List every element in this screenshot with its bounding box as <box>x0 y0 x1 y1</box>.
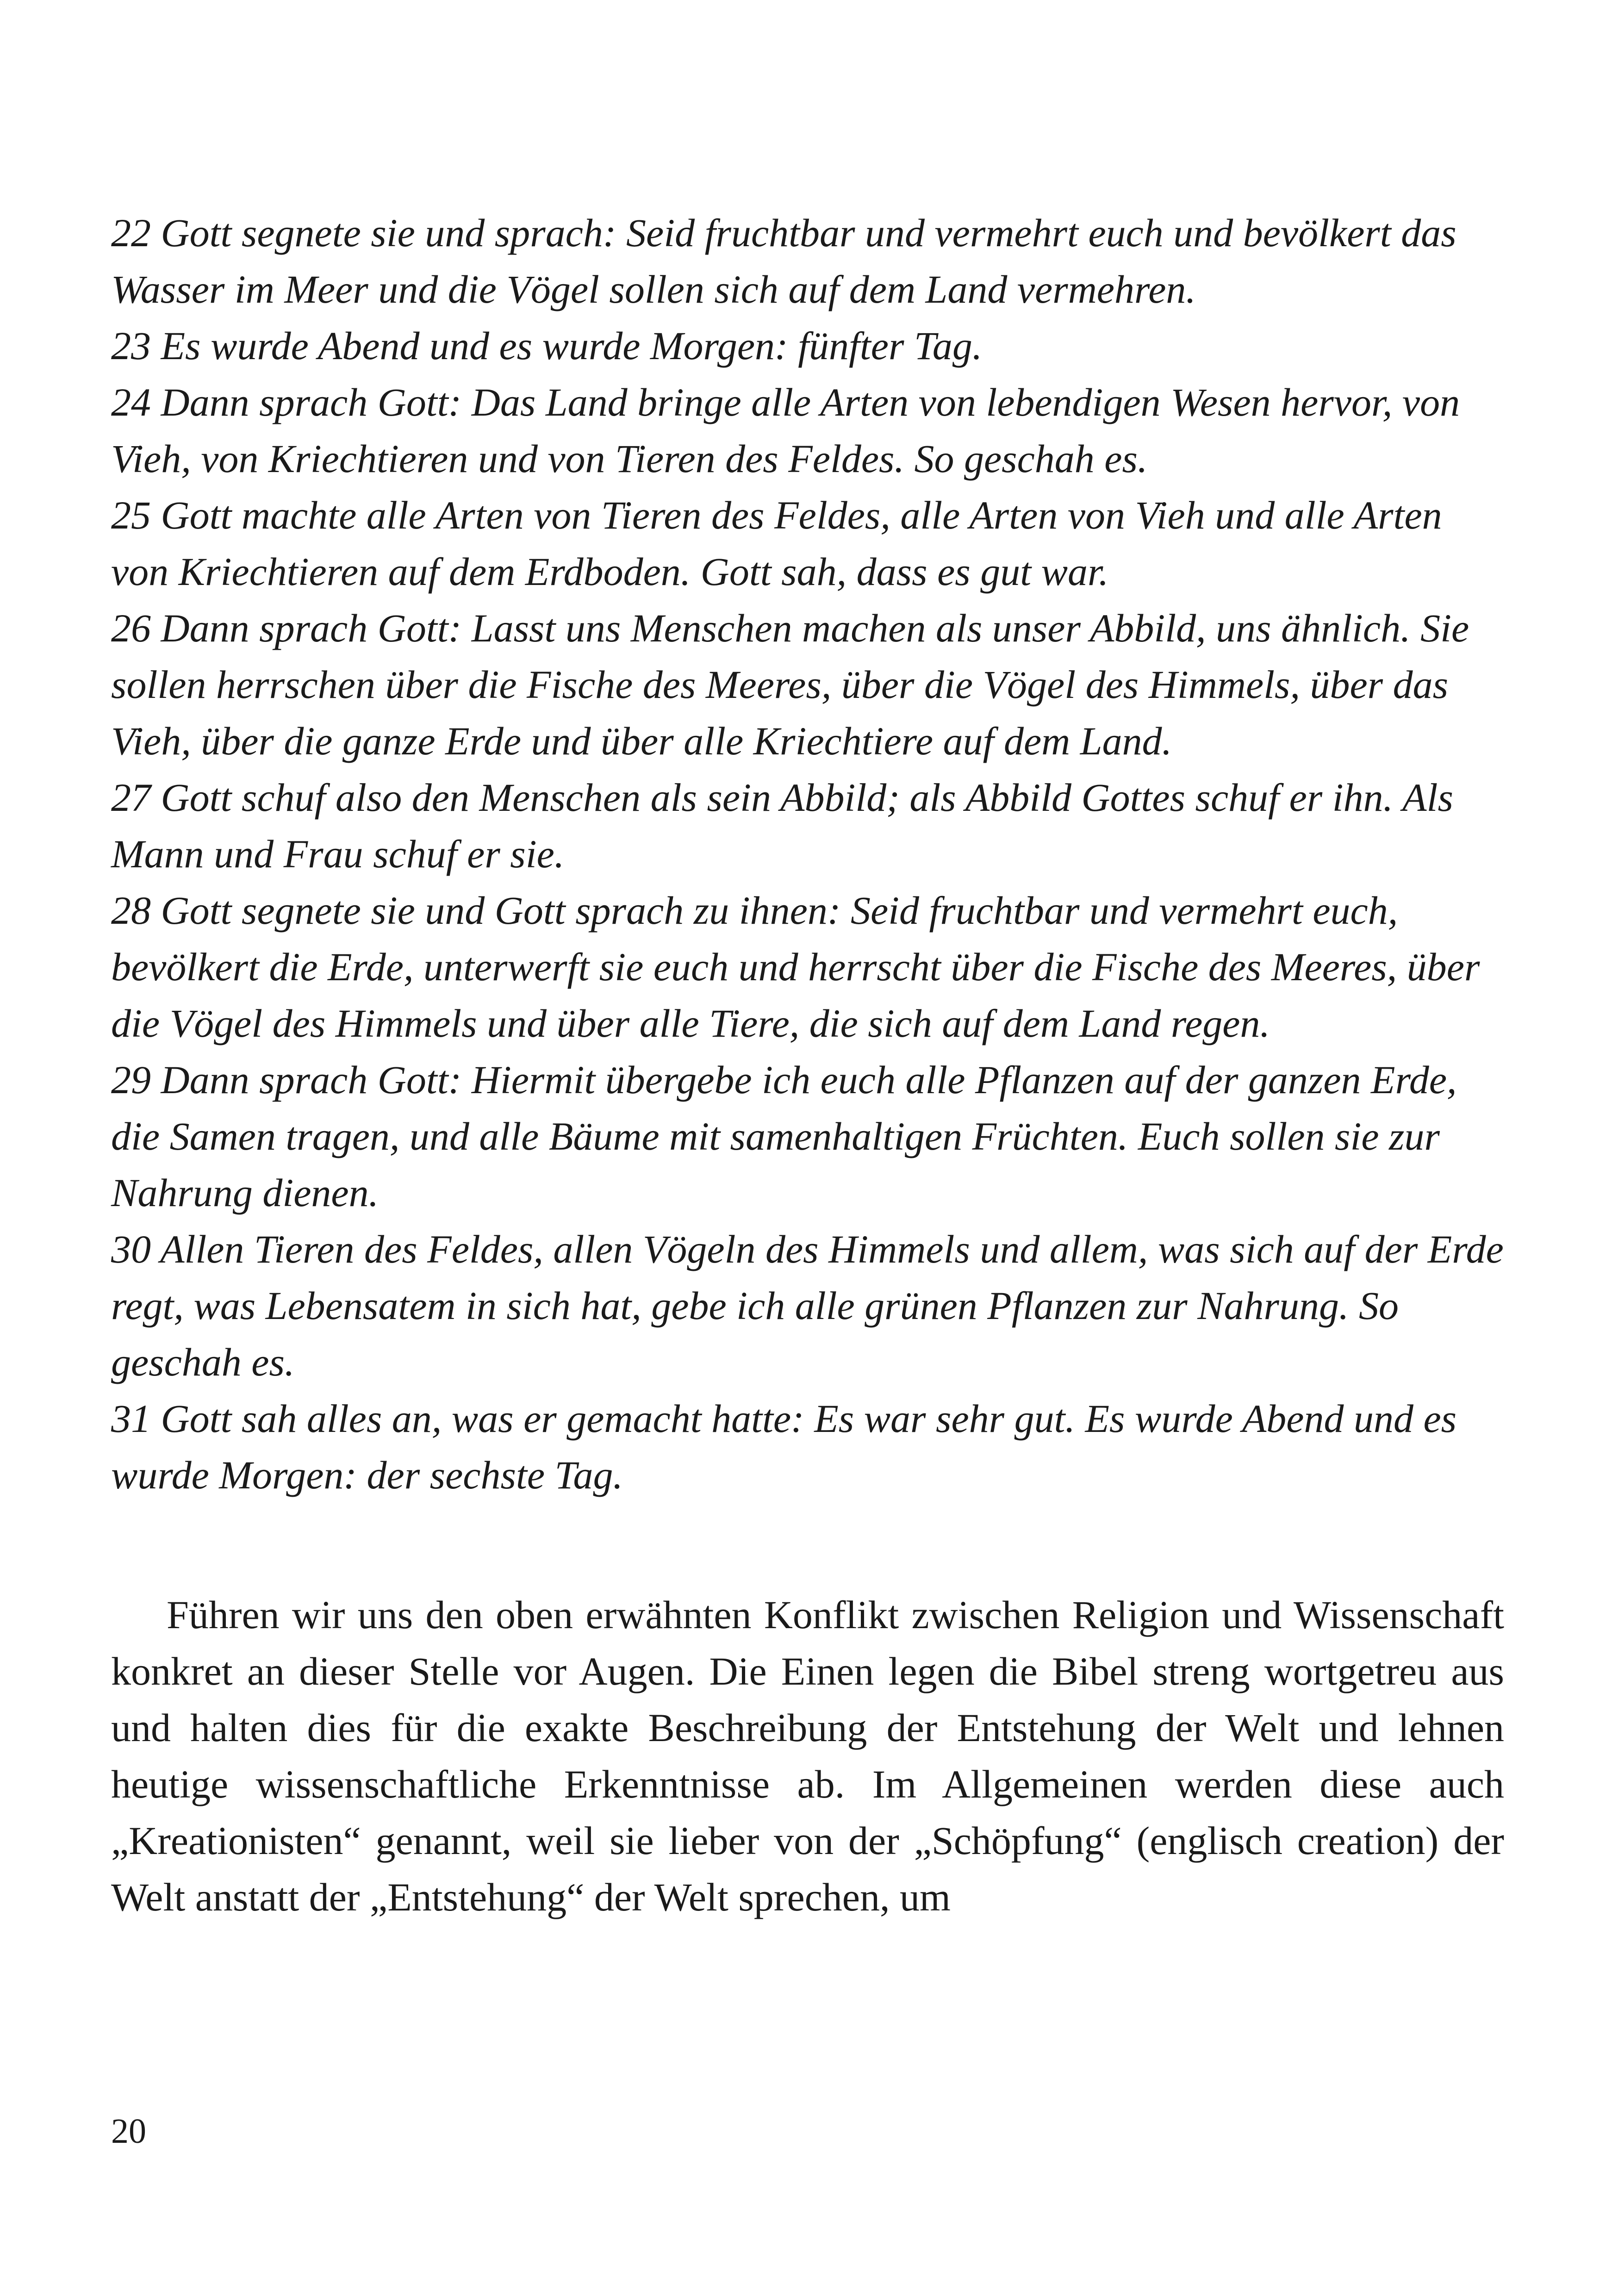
verse-26: 26 Dann sprach Gott: Lasst uns Menschen machen als unser Abbild, uns ähnlich. Sie sollen herrschen über die Fische des Meeres, über die Vögel des Himmels, über das Vieh, über die ganze Erde und über alle Kriechtiere auf dem Land. <box>111 606 1469 763</box>
verse-23: 23 Es wurde Abend und es wurde Morgen: fünfter Tag. <box>111 324 983 368</box>
verse-30: 30 Allen Tieren des Feldes, allen Vögeln des Himmels und allem, was sich auf der Erde regt, was Lebensatem in sich hat, gebe ich alle grünen Pflanzen zur Nahrung. So geschah es. <box>111 1227 1504 1384</box>
verse-24: 24 Dann sprach Gott: Das Land bringe alle Arten von lebendigen Wesen hervor, von Vieh, von Kriechtieren und von Tieren des Feldes. So geschah es. <box>111 380 1460 481</box>
verse-25: 25 Gott machte alle Arten von Tieren des Feldes, alle Arten von Vieh und alle Arten von Kriechtieren auf dem Erdboden. Gott sah, dass es gut war. <box>111 493 1442 594</box>
page-number: 20 <box>111 2112 146 2151</box>
verse-29: 29 Dann sprach Gott: Hiermit übergebe ich euch alle Pflanzen auf der ganzen Erde, die Samen tragen, und alle Bäume mit samenhaltigen Früchten. Euch sollen sie zur Nahrung dienen. <box>111 1058 1457 1215</box>
verse-28: 28 Gott segnete sie und Gott sprach zu ihnen: Seid fruchtbar und vermehrt euch, bevölkert die Erde, unterwerft sie euch und herrscht über die Fische des Meeres, über die Vögel des Himmels und über alle Tiere, die sich auf dem Land regen. <box>111 888 1480 1045</box>
verse-27: 27 Gott schuf also den Menschen als sein Abbild; als Abbild Gottes schuf er ihn. Als Mann und Frau schuf er sie. <box>111 775 1453 876</box>
verse-31: 31 Gott sah alles an, was er gemacht hatte: Es war sehr gut. Es wurde Abend und es wurde Morgen: der sechste Tag. <box>111 1396 1457 1497</box>
verse-22: 22 Gott segnete sie und sprach: Seid fruchtbar und vermehrt euch und bevölkert das Wasser im Meer und die Vögel sollen sich auf dem Land vermehren. <box>111 211 1456 311</box>
page-content <box>111 205 1504 1925</box>
body-paragraph: Führen wir uns den oben erwähnten Konflikt zwischen Religion und Wissenschaft konkret an dieser Stelle vor Augen. Die Einen legen die Bibel streng wortgetreu aus und halten dies für die exakte Beschreibung der Entstehung der Welt und lehnen heutige wissenschaftliche Erkenntnisse ab. Im Allgemeinen werden diese auch „Kreationisten“ genannt, weil sie lieber von der „Schöpfung“ (englisch creation) der Welt anstatt der „Entstehung“ der Welt sprechen, um <box>111 1593 1504 1919</box>
bible-verses <box>111 205 1504 1503</box>
